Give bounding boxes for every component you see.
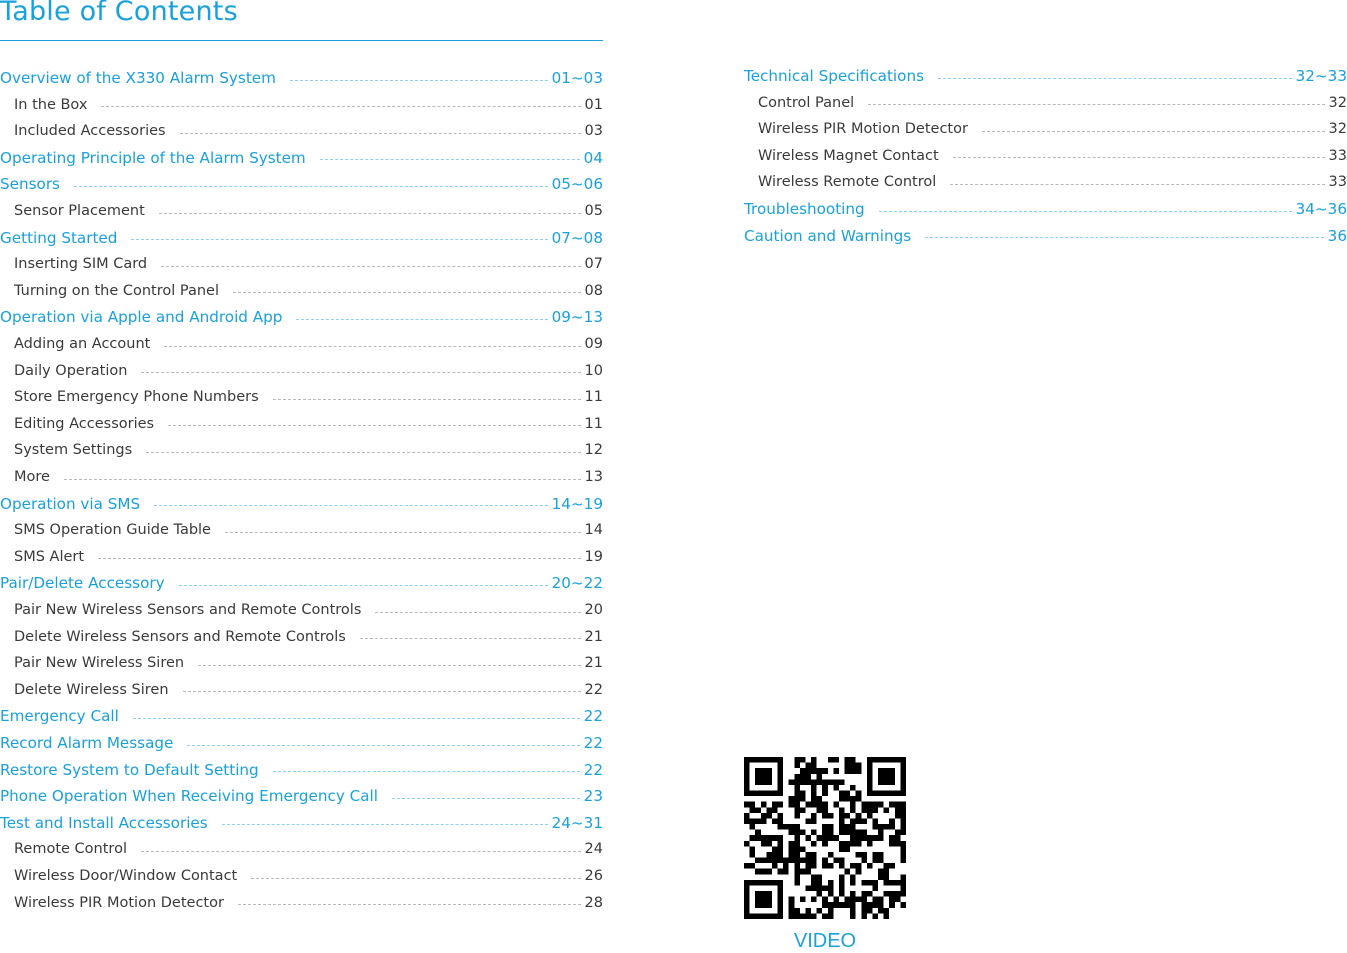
toc-page-number: 01~03 xyxy=(551,69,603,87)
toc-page-number: 01 xyxy=(584,96,603,113)
toc-entry-label: Technical Specifications xyxy=(744,67,924,85)
toc-page-number: 11 xyxy=(584,389,603,406)
dotted-leader xyxy=(141,372,580,373)
toc-subsection-entry[interactable] xyxy=(0,93,603,117)
toc-subsection-entry[interactable] xyxy=(0,864,603,888)
toc-entry-label: More xyxy=(14,469,50,485)
dotted-leader xyxy=(159,213,581,214)
toc-page-number: 11 xyxy=(584,415,603,432)
toc-entry-label: Store Emergency Phone Numbers xyxy=(14,389,259,406)
toc-page-number: 07~08 xyxy=(551,228,603,247)
toc-page-number: 13 xyxy=(584,469,603,485)
toc-page-number: 20 xyxy=(584,602,603,618)
toc-page-number: 33 xyxy=(1328,174,1347,191)
dotted-leader xyxy=(164,346,580,347)
toc-entry-label: Wireless Magnet Contact xyxy=(758,147,939,164)
dotted-leader xyxy=(238,904,581,905)
dotted-leader xyxy=(320,159,580,160)
toc-page-number: 22 xyxy=(583,707,603,726)
toc-subsection-entry[interactable] xyxy=(0,119,603,143)
dotted-leader xyxy=(950,184,1324,185)
toc-entry-label: Phone Operation When Receiving Emergency Call xyxy=(0,787,378,806)
toc-section-entry[interactable] xyxy=(744,64,1347,88)
dotted-leader xyxy=(296,319,547,320)
toc-page-number: 33 xyxy=(1328,147,1347,164)
toc-page-number: 28 xyxy=(584,894,603,911)
toc-entry-label: Delete Wireless Sensors and Remote Controls xyxy=(14,628,346,645)
dotted-leader xyxy=(64,479,581,480)
toc-entry-label: Restore System to Default Setting xyxy=(0,760,259,779)
toc-subsection-entry[interactable] xyxy=(0,438,603,462)
toc-page-number: 09~13 xyxy=(551,308,603,327)
dotted-leader xyxy=(879,211,1292,212)
toc-subsection-entry[interactable] xyxy=(0,412,603,436)
dotted-leader xyxy=(180,133,581,134)
toc-entry-label: In the Box xyxy=(14,96,88,113)
toc-page-number: 21 xyxy=(584,628,603,645)
dotted-leader xyxy=(868,104,1324,105)
dotted-leader xyxy=(375,612,580,613)
toc-section-entry[interactable] xyxy=(0,784,603,808)
toc-entry-label: Wireless PIR Motion Detector xyxy=(14,894,224,911)
toc-section-entry[interactable] xyxy=(744,224,1347,248)
toc-subsection-entry[interactable] xyxy=(0,359,603,383)
toc-entry-label: Adding an Account xyxy=(14,336,151,352)
dotted-leader xyxy=(154,505,547,506)
toc-subsection-entry[interactable] xyxy=(0,651,603,675)
page-title: Table of Contents xyxy=(0,0,238,27)
dotted-leader xyxy=(101,106,580,107)
toc-page-number: 22 xyxy=(583,734,603,752)
toc-entry-label: Editing Accessories xyxy=(14,415,155,432)
toc-entry-label: SMS Operation Guide Table xyxy=(14,522,211,539)
toc-entry-label: Inserting SIM Card xyxy=(14,256,148,273)
toc-page-number: 07 xyxy=(584,256,603,273)
toc-subsection-entry[interactable] xyxy=(0,545,603,569)
toc-entry-label: Wireless Remote Control xyxy=(758,174,937,191)
dotted-leader xyxy=(392,798,580,799)
toc-section-entry[interactable] xyxy=(0,811,603,835)
dotted-leader xyxy=(225,532,581,533)
toc-subsection-entry[interactable] xyxy=(0,518,603,542)
toc-page-number: 12 xyxy=(584,442,603,459)
toc-page-number: 24 xyxy=(584,841,603,858)
toc-entry-label: System Settings xyxy=(14,442,133,459)
dotted-leader xyxy=(273,399,581,400)
toc-page-number: 32 xyxy=(1328,94,1347,111)
toc-page-number: 14 xyxy=(584,522,603,539)
dotted-leader xyxy=(179,585,548,586)
toc-subsection-entry[interactable] xyxy=(0,837,603,861)
toc-subsection-entry[interactable] xyxy=(744,117,1347,141)
qr-caption: VIDEO xyxy=(793,930,857,952)
toc-entry-label: Pair New Wireless Siren xyxy=(14,655,185,672)
toc-subsection-entry[interactable] xyxy=(0,385,603,409)
toc-entry-label: Operation via SMS xyxy=(0,494,141,513)
toc-entry-label: SMS Alert xyxy=(14,548,85,565)
toc-subsection-entry[interactable] xyxy=(0,625,603,649)
toc-entry-label: Getting Started xyxy=(0,228,118,247)
toc-subsection-entry[interactable] xyxy=(0,199,603,223)
toc-subsection-entry[interactable] xyxy=(744,91,1347,115)
toc-section-entry[interactable] xyxy=(0,172,603,196)
dotted-leader xyxy=(251,878,580,879)
toc-entry-label: Sensors xyxy=(0,175,60,194)
toc-subsection-entry[interactable] xyxy=(0,891,603,915)
qr-code-icon xyxy=(744,757,906,919)
toc-entry-label: Operation via Apple and Android App xyxy=(0,308,283,327)
toc-page-number: 05~06 xyxy=(551,175,603,194)
toc-section-entry[interactable] xyxy=(744,197,1347,221)
toc-entry-label: Caution and Warnings xyxy=(744,226,912,245)
toc-subsection-entry[interactable] xyxy=(0,678,603,702)
toc-entry-label: Operating Principle of the Alarm System xyxy=(0,148,306,167)
toc-page-number: 20~22 xyxy=(551,574,603,593)
toc-page-number: 05 xyxy=(584,203,603,219)
toc-page-number: 03 xyxy=(584,123,603,140)
toc-page-number: 22 xyxy=(583,760,603,779)
toc-entry-label: Sensor Placement xyxy=(14,203,145,219)
dotted-leader xyxy=(198,665,580,666)
toc-section-entry[interactable] xyxy=(0,571,603,595)
dotted-leader xyxy=(98,558,581,559)
title-divider xyxy=(0,40,603,41)
toc-entry-label: Daily Operation xyxy=(14,362,128,379)
toc-entry-label: Included Accessories xyxy=(14,123,166,140)
dotted-leader xyxy=(141,851,581,852)
dotted-leader xyxy=(938,78,1292,79)
toc-section-entry[interactable] xyxy=(0,146,603,170)
toc-page-number: 14~19 xyxy=(551,494,603,513)
dotted-leader xyxy=(982,131,1325,132)
toc-page-number: 19 xyxy=(584,548,603,565)
dotted-leader xyxy=(925,237,1323,238)
toc-entry-label: Pair/Delete Accessory xyxy=(0,574,165,593)
toc-entry-label: Emergency Call xyxy=(0,707,119,726)
toc-entry-label: Turning on the Control Panel xyxy=(14,282,219,299)
toc-page-number: 23 xyxy=(583,787,603,806)
toc-subsection-entry[interactable] xyxy=(0,252,603,276)
dotted-leader xyxy=(273,771,580,772)
toc-entry-label: Wireless PIR Motion Detector xyxy=(758,121,968,138)
toc-section-entry[interactable] xyxy=(0,758,603,782)
toc-entry-label: Pair New Wireless Sensors and Remote Controls xyxy=(14,602,362,618)
toc-subsection-entry[interactable] xyxy=(0,598,603,622)
toc-entry-label: Record Alarm Message xyxy=(0,734,174,752)
toc-page-number: 08 xyxy=(584,282,603,299)
toc-section-entry[interactable] xyxy=(0,731,603,755)
toc-page-number: 32 xyxy=(1328,121,1347,138)
dotted-leader xyxy=(161,266,580,267)
toc-entry-label: Delete Wireless Siren xyxy=(14,681,169,698)
dotted-leader xyxy=(233,292,581,293)
dotted-leader xyxy=(183,691,581,692)
dotted-leader xyxy=(131,239,547,240)
toc-section-entry[interactable] xyxy=(0,226,603,250)
toc-entry-label: Overview of the X330 Alarm System xyxy=(0,69,276,87)
toc-subsection-entry[interactable] xyxy=(744,144,1347,168)
dotted-leader xyxy=(74,186,548,187)
toc-subsection-entry[interactable] xyxy=(0,332,603,356)
dotted-leader xyxy=(168,425,580,426)
toc-page-number: 04 xyxy=(583,148,603,167)
toc-entry-label: Remote Control xyxy=(14,841,127,858)
toc-subsection-entry[interactable] xyxy=(0,465,603,489)
toc-entry-label: Troubleshooting xyxy=(744,200,865,218)
toc-subsection-entry[interactable] xyxy=(744,170,1347,194)
toc-page-number: 24~31 xyxy=(551,813,603,832)
toc-section-entry[interactable] xyxy=(0,305,603,329)
dotted-leader xyxy=(133,718,580,719)
toc-page-number: 09 xyxy=(584,336,603,352)
dotted-leader xyxy=(187,745,579,746)
toc-page-number: 10 xyxy=(584,362,603,379)
toc-page-number: 36 xyxy=(1327,226,1347,245)
toc-page-number: 21 xyxy=(584,655,603,672)
toc-page-number: 32~33 xyxy=(1295,67,1347,85)
toc-page-number: 26 xyxy=(584,868,603,884)
toc-page-number: 34~36 xyxy=(1295,200,1347,218)
toc-page-number: 22 xyxy=(584,681,603,698)
toc-subsection-entry[interactable] xyxy=(0,279,603,303)
toc-entry-label: Wireless Door/Window Contact xyxy=(14,868,238,884)
toc-section-entry[interactable] xyxy=(0,704,603,728)
dotted-leader xyxy=(953,157,1325,158)
dotted-leader xyxy=(146,452,580,453)
toc-entry-label: Control Panel xyxy=(758,94,855,111)
toc-section-entry[interactable] xyxy=(0,492,603,516)
dotted-leader xyxy=(290,80,548,81)
dotted-leader xyxy=(360,638,581,639)
dotted-leader xyxy=(222,824,548,825)
toc-section-entry[interactable] xyxy=(0,66,603,90)
toc-entry-label: Test and Install Accessories xyxy=(0,813,208,832)
